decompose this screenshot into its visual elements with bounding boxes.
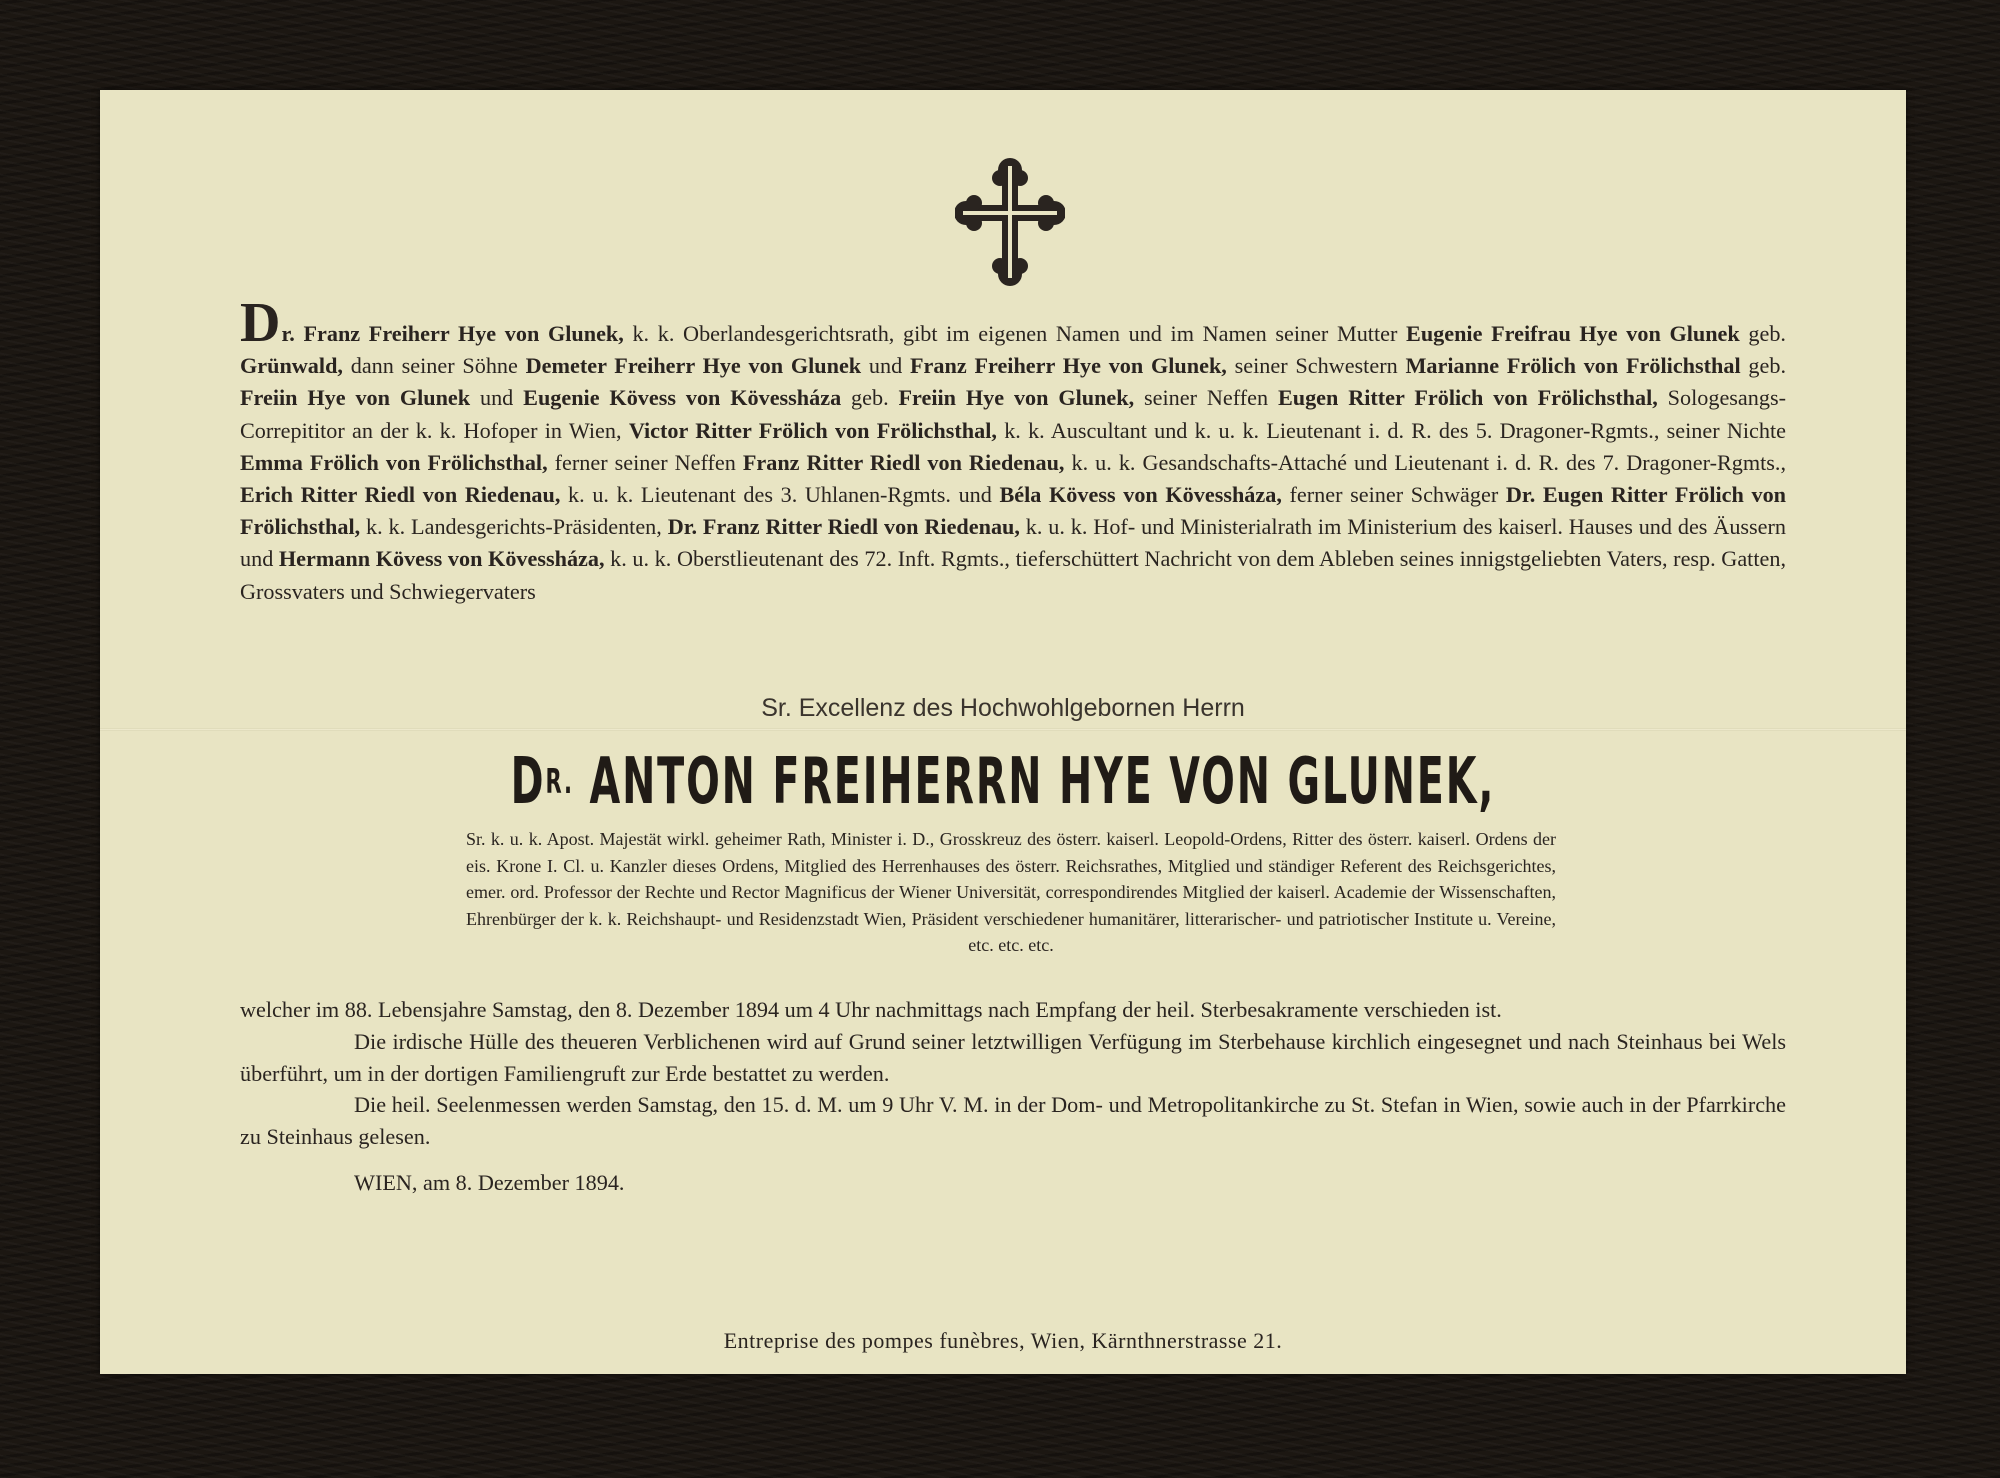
person-name: Franz Freiherr Hye von Glunek, <box>910 353 1227 379</box>
announcement-fragment: und <box>470 385 524 411</box>
person-name: Grünwald, <box>240 353 343 379</box>
announcement-fragment: k. k. Oberlandesgerichtsrath, gibt im eigenen Namen und im Namen seiner Mutter <box>623 321 1407 346</box>
announcement-fragment: k. u. k. Lieutenant des 3. Uhlanen-Rgmts. und <box>560 482 1000 508</box>
person-name: Demeter Freiherr Hye von Glunek <box>525 353 862 379</box>
announcement-fragment: seiner Schwestern <box>1226 353 1406 379</box>
announcement-fragment: ferner seiner Schwäger <box>1281 482 1506 508</box>
person-name: Dr. Eugen Ritter Frölich von Frölichsthal, <box>240 482 1787 540</box>
mass-paragraph: Die heil. Seelenmessen werden Samstag, den 15. d. M. um 9 Uhr V. M. in der Dom- und Metropolitankirche zu St. Stefan in Wien, sowie auch in der Pfarrkirche zu Steinhaus gelesen. <box>240 1092 1786 1150</box>
person-name: Franz Ritter Riedl von Riedenau, <box>742 449 1065 475</box>
announcement-fragment: k. u. k. Hof- und Ministerialrath im Ministerium des kaiserl. Hauses und des Äussern und <box>240 514 1787 572</box>
announcement-fragment: k. k. Landesgerichts-Präsidenten, <box>360 514 668 540</box>
announcement-fragment: geb. <box>1740 353 1786 379</box>
burial-paragraph: Die irdische Hülle des theueren Verblichenen wird auf Grund seiner letztwilligen Verfügung im Sterbehause kirchlich eingesegnet und nach Steinhaus bei Wels überführt, um in der dortigen Familiengruft zur Erde bestattet zu werden. <box>240 1028 1786 1086</box>
announcement-fragment: dann seiner Söhne <box>342 353 526 379</box>
announcement-paragraph <box>240 292 1787 608</box>
mourning-notice-sheet <box>100 90 1906 1374</box>
person-name: Emma Frölich von Frölichsthal, <box>240 449 548 475</box>
person-name: Freiin Hye von Glunek <box>240 385 471 411</box>
announcement-text <box>240 321 1786 604</box>
person-name: Marianne Frölich von Frölichsthal <box>1405 353 1741 379</box>
drop-cap: D <box>240 292 282 354</box>
deceased-name <box>443 742 1563 822</box>
name-prefix-r: R. <box>545 762 574 802</box>
person-name: Erich Ritter Riedl von Riedenau, <box>240 482 561 508</box>
death-paragraph: welcher im 88. Lebensjahre Samstag, den 8. Dezember 1894 um 4 Uhr nachmittags nach Empfang der heil. Sterbesakramente verschieden ist. <box>240 997 1502 1022</box>
announcement-fragment: k. k. Auscultant und k. u. k. Lieutenant i. d. R. des 5. Dragoner-Rgmts., seiner Nichte <box>996 417 1787 443</box>
person-name: Eugen Ritter Frölich von Frölichsthal, <box>1277 385 1658 411</box>
announcement-fragment: k. u. k. Gesandschafts-Attaché und Lieutenant i. d. R. des 7. Dragoner-Rgmts., <box>1064 449 1786 475</box>
person-name: Béla Kövess von Kövessháza, <box>999 482 1282 508</box>
person-name: Hermann Kövess von Kövessháza, <box>278 546 605 572</box>
announcement-fragment: k. u. k. Oberstlieutenant des 72. Inft. Rgmts., tieferschüttert Nachricht von dem Ableben seines innigstgeliebten Vaters, resp. Gatten, Grossvaters und Schwiegervaters <box>240 546 1786 604</box>
announcement-fragment: ferner seiner Neffen <box>547 449 743 475</box>
paper-fold-line <box>100 728 1906 731</box>
announcement-fragment: geb. <box>841 385 899 411</box>
announcement-fragment: seiner Neffen <box>1134 385 1278 411</box>
name-prefix-d: D <box>510 745 546 819</box>
person-name: Eugenie Freifrau Hye von Glunek <box>1406 321 1740 346</box>
announcement-fragment: Sologesangs-Correpititor an der k. k. Hofoper in Wien, <box>240 385 1786 443</box>
titles-block: Sr. k. u. k. Apost. Majestät wirkl. geheimer Rath, Minister i. D., Grosskreuz des österr. kaiserl. Leopold-Ordens, Ritter des österr. kaiserl. Ordens der eis. Krone I. Cl. u. Kanzler dieses Ordens, Mitglied des Herrenhauses des österr. Reichsrathes, Mitglied und ständiger Referent des Reichsgerichtes, emer. ord. Professor der Rechte und Rector Magnificus der Wiener Universität, correspondirendes Mitglied der kaiserl. Academie der Wissenschaften, Ehrenbürger der k. k. Reichshaupt- und Residenzstadt Wien, Präsident verschiedener humanitärer, litterarischer- und patriotischer Institute u. Vereine, etc. etc. etc. <box>466 829 1556 955</box>
person-name: Freiin Hye von Glunek, <box>898 385 1135 411</box>
person-name: r. Franz Freiherr Hye von Glunek, <box>281 321 624 346</box>
body-text <box>240 994 1786 1153</box>
person-name: Dr. Franz Ritter Riedl von Riedenau, <box>667 514 1020 540</box>
trefoil-cross-icon <box>955 158 1065 286</box>
name-main: ANTON FREIHERRN HYE VON GLUNEK, <box>573 745 1496 819</box>
undertaker-footer: Entreprise des pompes funèbres, Wien, Kärnthnerstrasse 21. <box>723 1328 1283 1353</box>
person-name: Eugenie Kövess von Kövessháza <box>523 385 842 411</box>
announcement-fragment: und <box>861 353 910 379</box>
place-date-line: WIEN, am 8. Dezember 1894. <box>354 1170 625 1195</box>
announcement-fragment: geb. <box>1739 321 1786 346</box>
honorific-line: Sr. Excellenz des Hochwohlgebornen Herrn <box>761 694 1245 722</box>
person-name: Victor Ritter Frölich von Frölichsthal, <box>628 417 997 443</box>
